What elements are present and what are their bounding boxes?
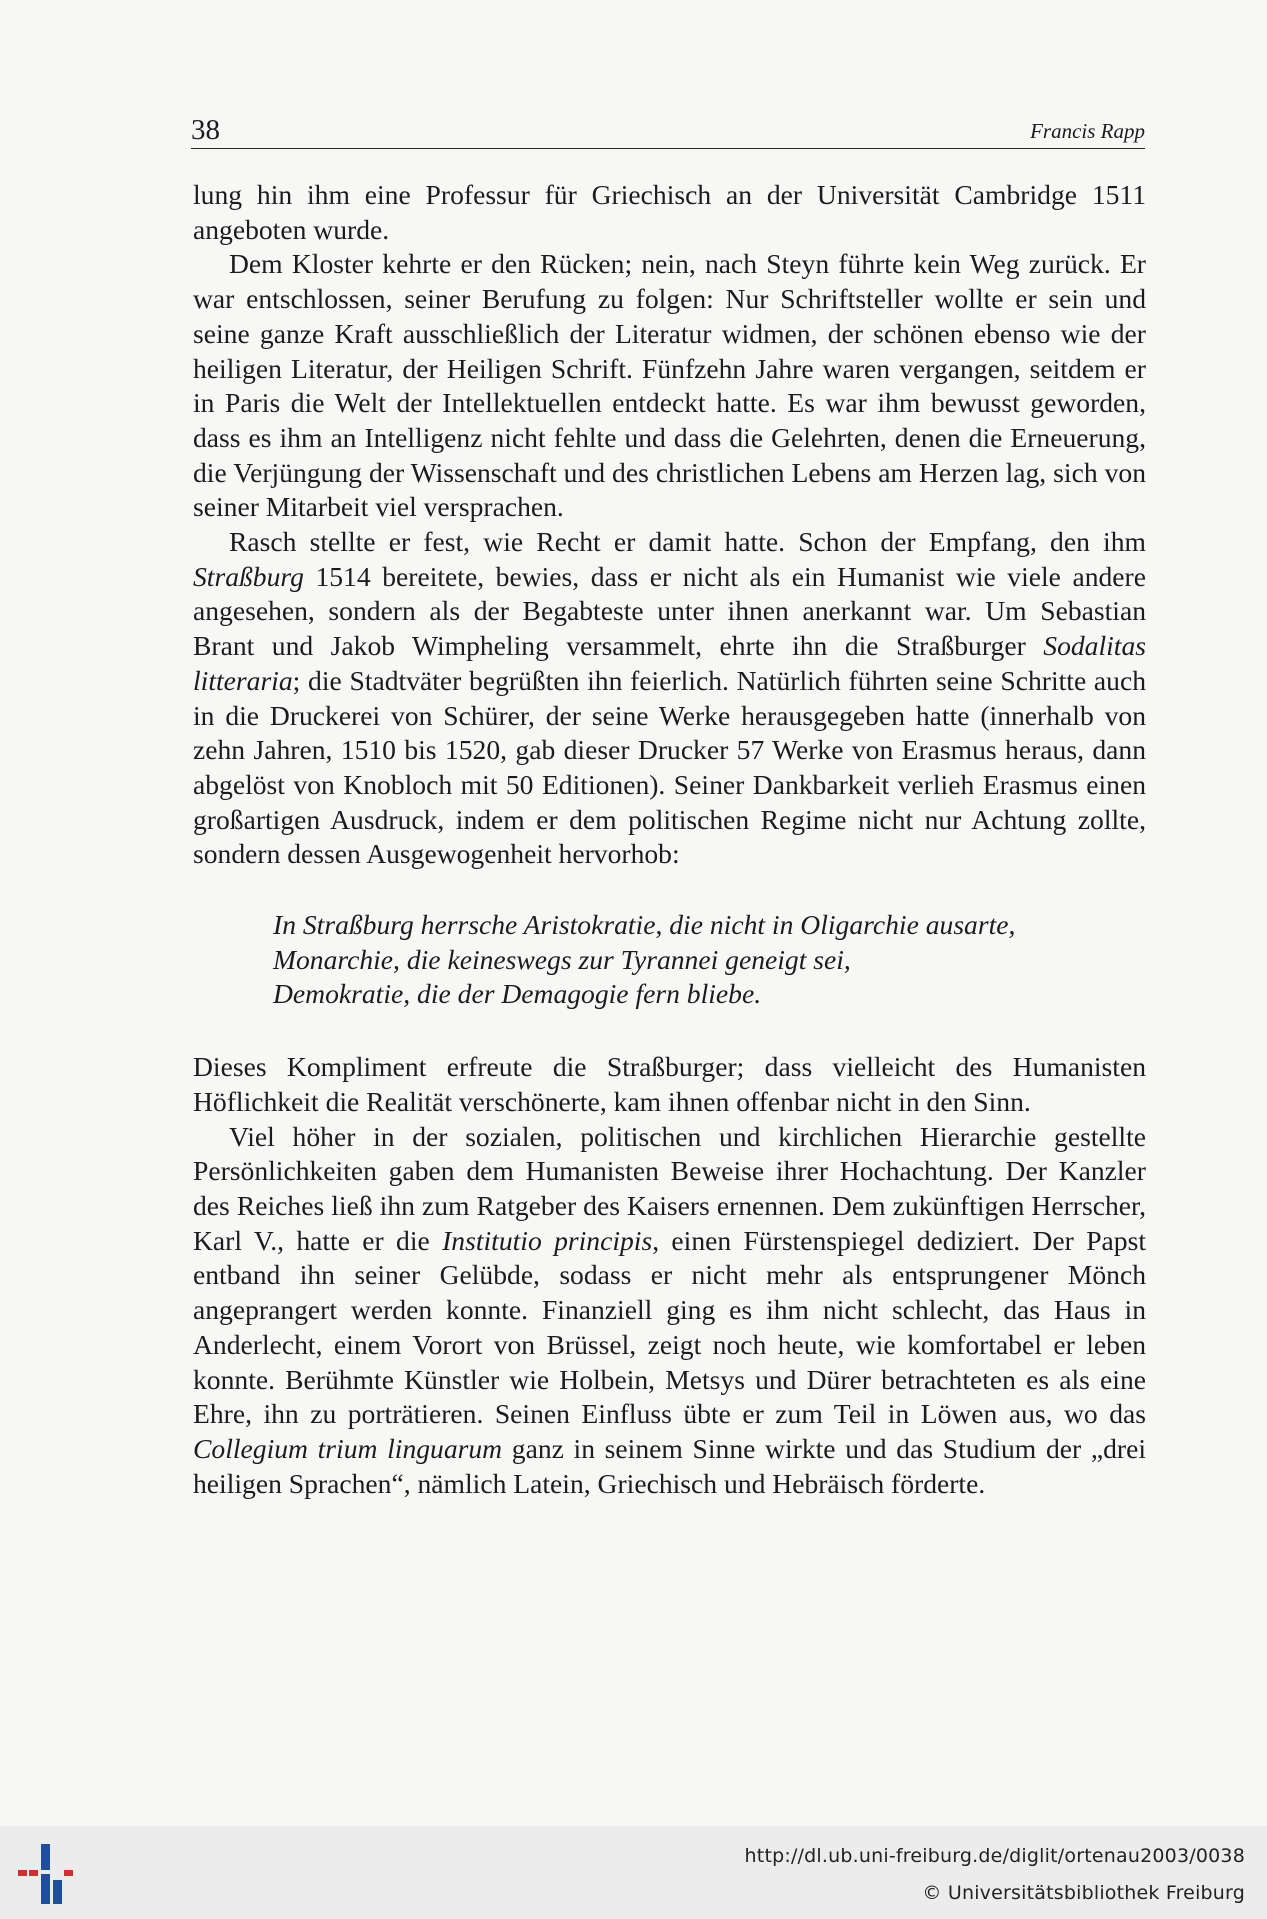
paragraph-3 (193, 525, 1146, 872)
quote-line-1: In Straßburg herrsche Aristokratie, die nicht in Oligarchie ausarte, (273, 909, 1016, 941)
paragraph-5-italic-collegium: Collegium trium linguarum (193, 1432, 503, 1464)
paragraph-5-text-a: Viel höher in der sozialen, politischen und kirchlichen Hierarchie gestellte Persönlichkeiten gaben dem Humanisten Beweise ihrer Hochachtung. Der Kanzler des Reiches ließ ihn zum Ratgeber des Kaisers ernennen. Dem zukünftigen Herrscher, Karl V., hatte er die (193, 1120, 1146, 1256)
footer-url-link[interactable]: http://dl.ub.uni-freiburg.de/diglit/ortenau2003/0038 (744, 1845, 1245, 1867)
quote-line-3: Demokratie, die der Demagogie fern bliebe. (273, 978, 762, 1010)
paragraph-2: Dem Kloster kehrte er den Rücken; nein, nach Steyn führte kein Weg zurück. Er war entschlossen, seiner Berufung zu folgen: Nur Schriftsteller wollte er sein und seine ganze Kraft ausschließlich der Literatur widmen, der schönen ebenso wie der heiligen Literatur, der Heiligen Schrift. Fünfzehn Jahre waren vergangen, seitdem er in Paris die Welt der Intellektuellen entdeckt hatte. Es war ihm bewusst geworden, dass es ihm an Intelligenz nicht fehlte und dass die Gelehrten, denen die Erneuerung, die Verjüngung der Wissenschaft und des christlichen Lebens am Herzen lag, sich von seiner Mitarbeit viel versprachen. (193, 248, 1146, 523)
body-text (193, 178, 1146, 1501)
page-number: 38 (191, 114, 220, 146)
footer-copyright: © Universitätsbibliothek Freiburg (922, 1882, 1245, 1904)
footer-bar (0, 1826, 1267, 1919)
running-head (191, 112, 1145, 149)
paragraph-3-text-c: 1514 bereitete, bewies, dass er nicht als ein Humanist wie viele andere angesehen, sondern als der Begabteste unter ihnen anerkannt war. Um Sebastian Brant und Jakob Wimpheling versammelt, ehrte ihn die Straßburger (193, 560, 1146, 662)
paragraph-5-text-c: , einen Fürstenspiegel dediziert. Der Papst entband ihn seiner Gelübde, sodass er nicht mehr als entsprungener Mönch angeprangert werden konnte. Finanziell ging es ihm nicht schlecht, das Haus in Anderlecht, einem Vorort von Brüssel, zeigt noch heute, wie komfortabel er leben konnte. Berühmte Künstler wie Holbein, Metsys und Dürer betrachteten es als eine Ehre, ihn zu porträtieren. Seinen Einfluss übte er zum Teil in Löwen aus, wo das (193, 1224, 1146, 1430)
quote-line-2: Monarchie, die keineswegs zur Tyrannei geneigt sei, (273, 943, 851, 975)
paragraph-1: lung hin ihm eine Professur für Griechisch an der Universität Cambridge 1511 angeboten wurde. (193, 179, 1146, 245)
paragraph-5-italic-institutio: Institutio principis (442, 1224, 653, 1256)
ub-freiburg-logo-icon (16, 1840, 78, 1906)
paragraph-5-text-e: ganz in seinem Sinne wirkte und das Studium der „drei heiligen Sprachen“, nämlich Latein, Griechisch und Hebräisch förderte. (193, 1432, 1146, 1499)
running-head-author: Francis Rapp (1030, 119, 1145, 143)
paragraph-4: Dieses Kompliment erfreute die Straßburger; dass vielleicht des Humanisten Höflichkeit die Realität verschönerte, kam ihnen offenbar nicht in den Sinn. (193, 1051, 1146, 1117)
paragraph-3-italic-strassburg: Straßburg (193, 560, 304, 592)
block-quote (273, 908, 1146, 1012)
paragraph-3-text-e: ; die Stadtväter begrüßten ihn feierlich. Natürlich führten seine Schritte auch in die Druckerei von Schürer, der seine Werke herausgegeben hatte (innerhalb von zehn Jahren, 1510 bis 1520, gab dieser Drucker 57 Werke von Erasmus heraus, dann abgelöst von Knobloch mit 50 Editionen). Seiner Dankbarkeit verlieh Erasmus einen großartigen Ausdruck, indem er dem politischen Regime nicht nur Achtung zollte, sondern dessen Ausgewogenheit hervorhob: (193, 664, 1146, 870)
paragraph-3-text-a: Rasch stellte er fest, wie Recht er damit hatte. Schon der Empfang, den ihm (229, 526, 1146, 558)
paragraph-3-italic-sodalitas: Sodalitas litteraria (193, 630, 1146, 696)
paragraph-5 (193, 1120, 1146, 1502)
